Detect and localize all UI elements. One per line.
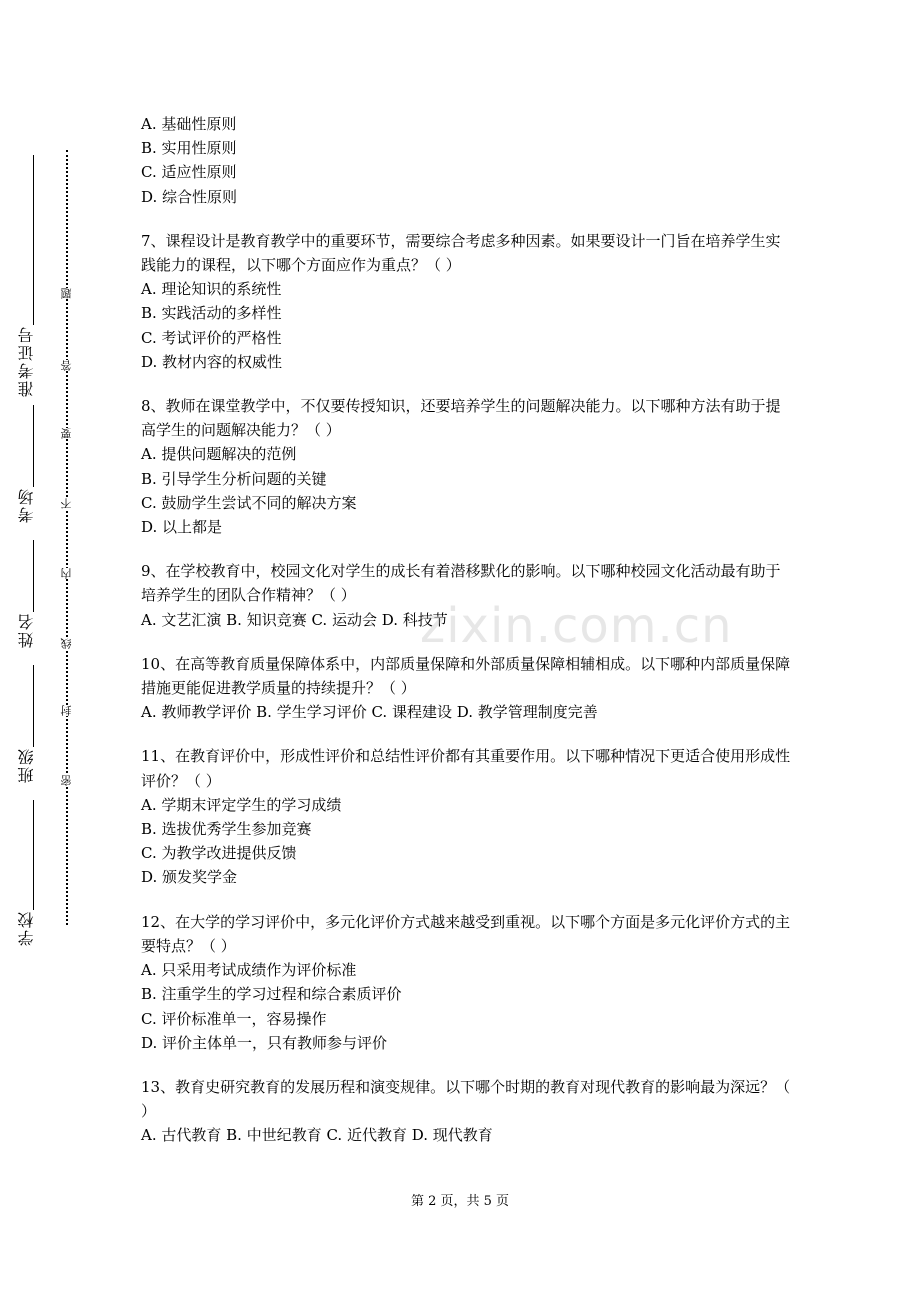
options-row: A. 古代教育 B. 中世纪教育 C. 近代教育 D. 现代教育 bbox=[141, 1126, 493, 1145]
option-d: D. 综合性原则 bbox=[141, 187, 238, 206]
option-d: D. 以上都是 bbox=[141, 518, 223, 537]
option-d: D. 教材内容的权威性 bbox=[141, 352, 283, 371]
exam-room-underline bbox=[33, 405, 34, 487]
option-d: D. 评价主体单一，只有教师参与评价 bbox=[141, 1033, 388, 1052]
options-row: A. 教师教学评价 B. 学生学习评价 C. 课程建设 D. 教学管理制度完善 bbox=[141, 703, 598, 722]
class-field bbox=[12, 665, 42, 783]
option-b: B. 注重学生的学习过程和综合素质评价 bbox=[141, 985, 402, 1004]
seal-char: 线 bbox=[60, 638, 73, 649]
binding-margin bbox=[0, 0, 90, 1302]
page-footer: 第 2 页，共 5 页 bbox=[410, 1194, 510, 1209]
option-c: C. 鼓励学生尝试不同的解决方案 bbox=[141, 493, 357, 512]
question-11 bbox=[141, 744, 791, 889]
option-c: C. 适应性原则 bbox=[141, 163, 237, 182]
question-stem: 8、教师在课堂教学中，不仅要传授知识，还要培养学生的问题解决能力。以下哪种方法有助于提高学生的问题解决能力？（ ） bbox=[141, 397, 781, 440]
question-content bbox=[141, 112, 791, 1148]
question-8 bbox=[141, 394, 791, 539]
question-12 bbox=[141, 910, 791, 1055]
seal-char: 密 bbox=[60, 775, 73, 786]
option-c: C. 考试评价的严格性 bbox=[141, 328, 282, 347]
exam-number-field bbox=[12, 155, 42, 397]
question-stem: 7、课程设计是教育教学中的重要环节，需要综合考虑多种因素。如果要设计一门旨在培养学生实践能力的课程，以下哪个方面应作为重点？（ ） bbox=[141, 231, 781, 275]
name-underline bbox=[33, 540, 34, 612]
seal-char: 内 bbox=[60, 568, 73, 579]
exam-number-label: 准考证号 bbox=[17, 325, 36, 397]
option-a: A. 理论知识的系统性 bbox=[141, 280, 282, 299]
question-13 bbox=[141, 1075, 791, 1148]
class-underline bbox=[33, 665, 34, 747]
question-stem: 10、在高等教育质量保障体系中，内部质量保障和外部质量保障相辅相成。以下哪种内部质量保障措施更能促进教学质量的持续提升？（ ） bbox=[141, 654, 791, 698]
option-c: C. 为教学改进提供反馈 bbox=[141, 844, 297, 863]
previous-question-options bbox=[141, 112, 791, 209]
option-a: A. 只采用考试成绩作为评价标准 bbox=[141, 961, 357, 980]
seal-char: 题 bbox=[60, 288, 73, 299]
exam-room-field bbox=[12, 405, 42, 523]
name-label: 姓名 bbox=[17, 612, 36, 648]
class-label: 班级 bbox=[17, 747, 36, 783]
option-a: A. 学期末评定学生的学习成绩 bbox=[141, 795, 342, 814]
options-row: A. 文艺汇演 B. 知识竞赛 C. 运动会 D. 科技节 bbox=[141, 610, 448, 629]
question-9 bbox=[141, 559, 791, 632]
question-stem: 12、在大学的学习评价中，多元化评价方式越来越受到重视。以下哪个方面是多元化评价方式的主要特点？（ ） bbox=[141, 912, 791, 955]
watermark: zixin.com.cn bbox=[420, 598, 733, 654]
option-b: B. 选拔优秀学生参加竞赛 bbox=[141, 820, 312, 839]
option-b: B. 实用性原则 bbox=[141, 139, 237, 158]
question-stem: 9、在学校教育中，校园文化对学生的成长有着潜移默化的影响。以下哪种校园文化活动最有助于培养学生的团队合作精神？（ ） bbox=[141, 562, 781, 605]
option-b: B. 引导学生分析问题的关键 bbox=[141, 469, 327, 488]
question-7 bbox=[141, 229, 791, 374]
exam-room-label: 考场 bbox=[17, 487, 36, 523]
seal-dotted-line bbox=[66, 150, 68, 925]
seal-char: 答 bbox=[60, 360, 73, 371]
question-stem: 13、教育史研究教育的发展历程和演变规律。以下哪个时期的教育对现代教育的影响最为深远？（ ） bbox=[141, 1077, 791, 1121]
question-10 bbox=[141, 652, 791, 725]
option-b: B. 实践活动的多样性 bbox=[141, 304, 282, 323]
school-label: 学校 bbox=[17, 910, 36, 946]
seal-char: 不 bbox=[60, 498, 73, 509]
question-stem: 11、在教育评价中，形成性评价和总结性评价都有其重要作用。以下哪种情况下更适合使用形成性评价？（ ） bbox=[141, 747, 791, 790]
option-d: D. 颁发奖学金 bbox=[141, 868, 238, 887]
seal-char: 要 bbox=[60, 428, 73, 439]
option-a: A. 基础性原则 bbox=[141, 115, 237, 133]
option-c: C. 评价标准单一，容易操作 bbox=[141, 1009, 327, 1028]
seal-char: 封 bbox=[60, 705, 73, 716]
school-underline bbox=[33, 800, 34, 910]
name-field bbox=[12, 540, 42, 648]
school-field bbox=[12, 800, 42, 946]
exam-number-underline bbox=[33, 155, 34, 325]
option-a: A. 提供问题解决的范例 bbox=[141, 445, 297, 464]
